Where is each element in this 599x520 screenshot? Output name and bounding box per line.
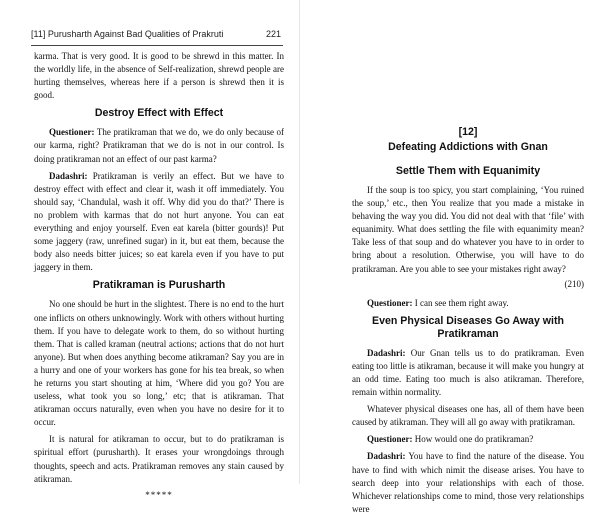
left-text-column [34,50,284,500]
body-paragraph: It is natural for atikraman to occur, but to do pratikraman is spiritual effort (purusharth). It erases your wrongdoings through thoughts, speech and acts. Pratikraman removes any stain caused by atikraman. [34,434,284,484]
speaker-label: Questioner: [49,127,95,138]
body-paragraph: If the soup is too spicy, you start complaining, ‘You ruined the soup,’ etc., then You realize that you made a mistake in behaving the way you did. You did not deal with that ‘file’ with equanimity. What does settling the file with equanimity mean? Take less of that soup and do whatever you have to in order to bring about a resolution. Otherwise, you will have to do pratikraman. Are you able to see your mistakes right away? [352,185,584,274]
dadashri-text: Our Gnan tells us to do pratikraman. Even eating too little is atikraman, because it will make you hungry at an odd time. Eating too much is also atikraman. Therefore, remain within normality. [352,347,585,398]
running-header [31,29,283,43]
dadashri-paragraph [352,450,584,515]
dadashri-text: You have to find the nature of the disease. You have to find with which nimit the disease arises. You have to search deep into your relationships with each of those. Whichever relationships come to mind, those very relationships were [352,451,584,514]
chapter-title: Defeating Addictions with Gnan [388,141,548,153]
body-paragraph: No one should be hurt in the slightest. There is no end to the hurt one inflicts on others unknowingly. Work with others without hurting them. If you have to delegate work to them, do so without hurting them. That is called kraman (neutral actions; actions that do not hurt anyone). But when does anything become atikraman? Say you are in a hurry and one of your workers has gone for his tea break, so when he returns you start shouting at him, ‘Where did you go? You are useless, what took you so long,’ etc; that is atikraman. That atikraman occurs naturally, even when you have no desire for it to occur. [34,299,284,428]
questioner-text: How would one do pratikraman? [414,434,534,445]
questioner-text: The pratikraman that we do, we do only because of our karma, right? Pratikraman that we do is not in our control. Is doing pratikraman not an effect of our past karma? [34,127,284,164]
page-number: 221 [265,29,281,39]
reference-number: (210) [564,278,584,289]
header-rule [31,45,283,46]
dadashri-paragraph [34,170,284,275]
dadashri-paragraph [352,347,584,399]
questioner-paragraph [352,297,584,310]
header-title: [11] Purusharth Against Bad Qualities of Prakruti [31,29,224,39]
questioner-paragraph [352,433,584,446]
right-text-column [352,126,584,520]
section-heading-equanimity: Settle Them with Equanimity [395,165,541,177]
section-end-stars: ***** [145,489,173,500]
chapter-number: [12] [458,126,478,138]
speaker-label: Questioner: [367,297,413,308]
paragraph-continuation: karma. That is very good. It is good to be shrewd in this matter. In the worldly life, in the absence of Self-realization, shrewd people are hurting themselves, whereas here if a person is shrewd then it is good. [34,51,284,101]
dadashri-text: Pratikraman is verily an effect. But we have to destroy effect with effect and clear it, wash it off immediately. You should say, ‘Chandulal, wash it off. Why did you do that?’ There is no problem with karmas that do not hurt anyone. You can eat everything and enjoy yourself. Even eat karela (bitter gourds)! Put some jaggery (raw, unrefined sugar) in it, but eat them, because the body also needs bitter juices; so eat karela even if you have to put jaggery in them. [34,170,284,273]
section-heading-destroy-effect: Destroy Effect with Effect [94,107,224,120]
right-page [300,0,599,514]
section-heading-physical-diseases: Even Physical Diseases Go Away with Pratikraman [372,314,564,340]
speaker-label: Dadashri: [49,170,88,181]
speaker-label: Dadashri: [367,451,406,462]
questioner-paragraph [34,126,284,165]
speaker-label: Dadashri: [367,347,406,358]
left-page [0,0,300,500]
section-heading-pratikraman-purusharth: Pratikraman is Purusharth [92,279,226,292]
questioner-text: I can see them right away. [414,297,509,308]
speaker-label: Questioner: [367,434,413,445]
body-paragraph: Whatever physical diseases one has, all of them have been caused by atikraman. They will all go away with pratikraman. [352,404,584,428]
